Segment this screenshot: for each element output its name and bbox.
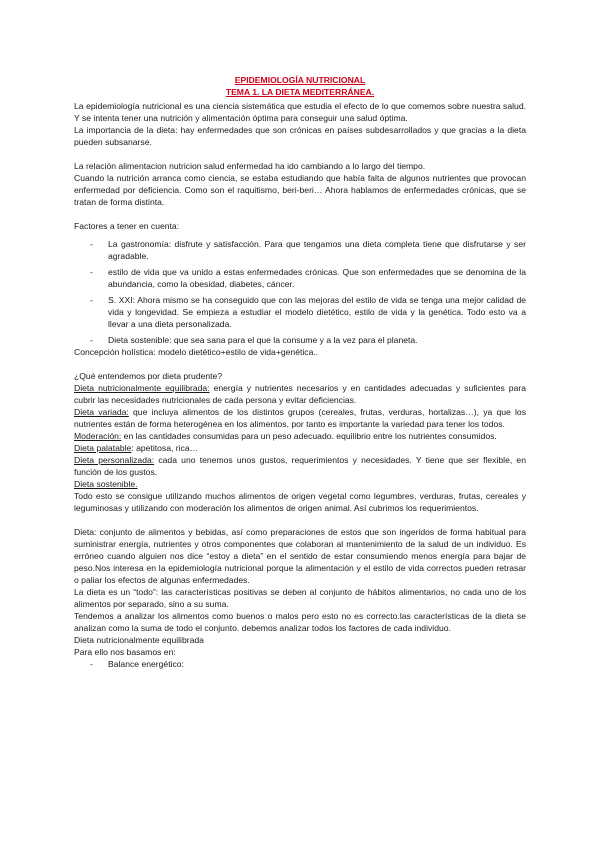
sostenible-paragraph	[74, 478, 526, 490]
document-subtitle: TEMA 1. LA DIETA MEDITERRÁNEA.	[225, 87, 375, 97]
dieta-definition-paragraph: Dieta: conjunto de alimentos y bebidas, así como preparaciones de estos que son ingeridos de forma habitual para suministrar energía, nutrientes y otros componentes que colaboran al mantenimiento de la salud de un individuo. Es erróneo cuando alguien nos dice “estoy a dieta” en el sentido de estar consumiendo menos energía para bajar de peso.Nos interesa en la epidemiología nutricional porque la alimentación y el estilo de vida correctos pueden retrasar o paliar los efectos de algunas enfermedades.	[74, 527, 526, 585]
title-block	[0, 74, 600, 98]
palatable-label: Dieta palatable	[74, 443, 132, 453]
intro-paragraph-4: Cuando la nutrición arranca como ciencia, se estaba estudiando que había falta de algunos nutrientes que provocan enfermedad por deficiencia. Como son el raquitismo, beri-beri… Ahora hablamos de enfermedades crónicas, que se tratan de forma distinta.	[74, 173, 526, 207]
moderacion-text: en las cantidades consumidas para un peso adecuado. equilibrio entre los nutrientes consumidos.	[121, 431, 497, 441]
list-item: - estilo de vida que va unido a estas enfermedades crónicas. Que son enfermedades que se denomina de la abundancia, como la obesidad, diabetes, cáncer.	[74, 266, 526, 290]
variada-label: Dieta variada:	[74, 407, 129, 417]
personalizada-label: Dieta personalizada:	[74, 455, 155, 465]
variada-paragraph	[74, 406, 526, 430]
list-item: - S. XXI: Ahora mismo se ha conseguido que con las mejoras del estilo de vida se tenga una mejor calidad de vida y longevidad. Se empieza a estudiar el modelo dietético, estilo de vida y la genética. Todo esto va a llevar a una dieta personalizada.	[74, 294, 526, 330]
dieta-todo-paragraph: La dieta es un “todo”: las características positivas se deben al conjunto de hábitos alimentarios, no cada uno de los alimentos por separado, sino a su suma.	[74, 587, 526, 609]
dieta-basis-line: Para ello nos basamos en:	[74, 647, 176, 657]
equilibrada-text: energía y nutrientes necesarios y en cantidades adecuadas y suficientes para cubrir las necesidades nutricionales de cada persona y evitar deficiencias.	[74, 383, 526, 405]
palatable-paragraph	[74, 442, 526, 454]
sostenible-text: Todo esto se consigue utilizando muchos alimentos de origen vegetal como legumbres, verduras, frutas, cereales y leguminosas y utilizando con moderación los alimentos de origen animal. Así cubrimos los requerimientos.	[74, 491, 526, 513]
sostenible-label: Dieta sostenible.	[74, 479, 138, 489]
list-item: - Balance energético:	[74, 658, 526, 670]
equilibrada-paragraph	[74, 382, 526, 406]
factors-heading: Factores a tener en cuenta:	[74, 221, 180, 231]
intro-paragraph-3: La relación alimentacion nutricion salud enfermedad ha ido cambiando a lo largo del tiempo.	[74, 161, 426, 171]
moderacion-paragraph	[74, 430, 526, 442]
document-title: EPIDEMIOLOGÍA NUTRICIONAL	[234, 75, 366, 85]
holistic-paragraph: Concepción holística: modelo dietético+estilo de vida+genética..	[74, 347, 319, 357]
document-body	[74, 100, 526, 670]
balance-list	[74, 658, 526, 670]
dieta-analysis-paragraph: Tendemos a analizar los alimentos como buenos o malos pero esto no es correcto.las características de la dieta se analizan como la suma de todo el conjunto. debemos analizar todos los factores de cada individuo.	[74, 611, 526, 633]
list-item: - Dieta sostenible: que sea sana para el que la consume y a la vez para el planeta.	[74, 334, 526, 346]
list-item: - La gastronomía: disfrute y satisfacción. Para que tengamos una dieta completa tiene que disfrutarse y ser agradable.	[74, 238, 526, 262]
equilibrada-label: Dieta nutricionalmente equilibrada:	[74, 383, 210, 393]
factors-list	[74, 238, 526, 346]
variada-text: que incluya alimentos de los distintos grupos (cereales, frutas, verduras, hortalizas…), ya que los nutrientes están de forma heterogénea en los alimentos, por tanto es importante la variedad para tener los todos.	[74, 407, 526, 429]
palatable-text: : apetitosa, rica…	[131, 443, 199, 453]
moderacion-label: Moderación:	[74, 431, 122, 441]
personalizada-text: cada uno tenemos unos gustos, requerimientos y necesidades. Y tiene que ser flexible, en función de los gustos.	[74, 455, 526, 477]
personalizada-paragraph	[74, 454, 526, 478]
intro-paragraph-2: La importancia de la dieta: hay enfermedades que son crónicas en países subdesarrollados y que gracias a la dieta pueden subsanarse.	[74, 125, 526, 147]
prudent-question: ¿Qué entendemos por dieta prudente?	[74, 371, 223, 381]
dieta-equilibrada-line: Dieta nutricionalmente equilibrada	[74, 635, 204, 645]
intro-paragraph-1: La epidemiología nutricional es una ciencia sistemática que estudia el efecto de lo que comemos sobre nuestra salud. Y se intenta tener una nutrición y alimentación óptima para conseguir una salud óptima.	[74, 101, 526, 123]
